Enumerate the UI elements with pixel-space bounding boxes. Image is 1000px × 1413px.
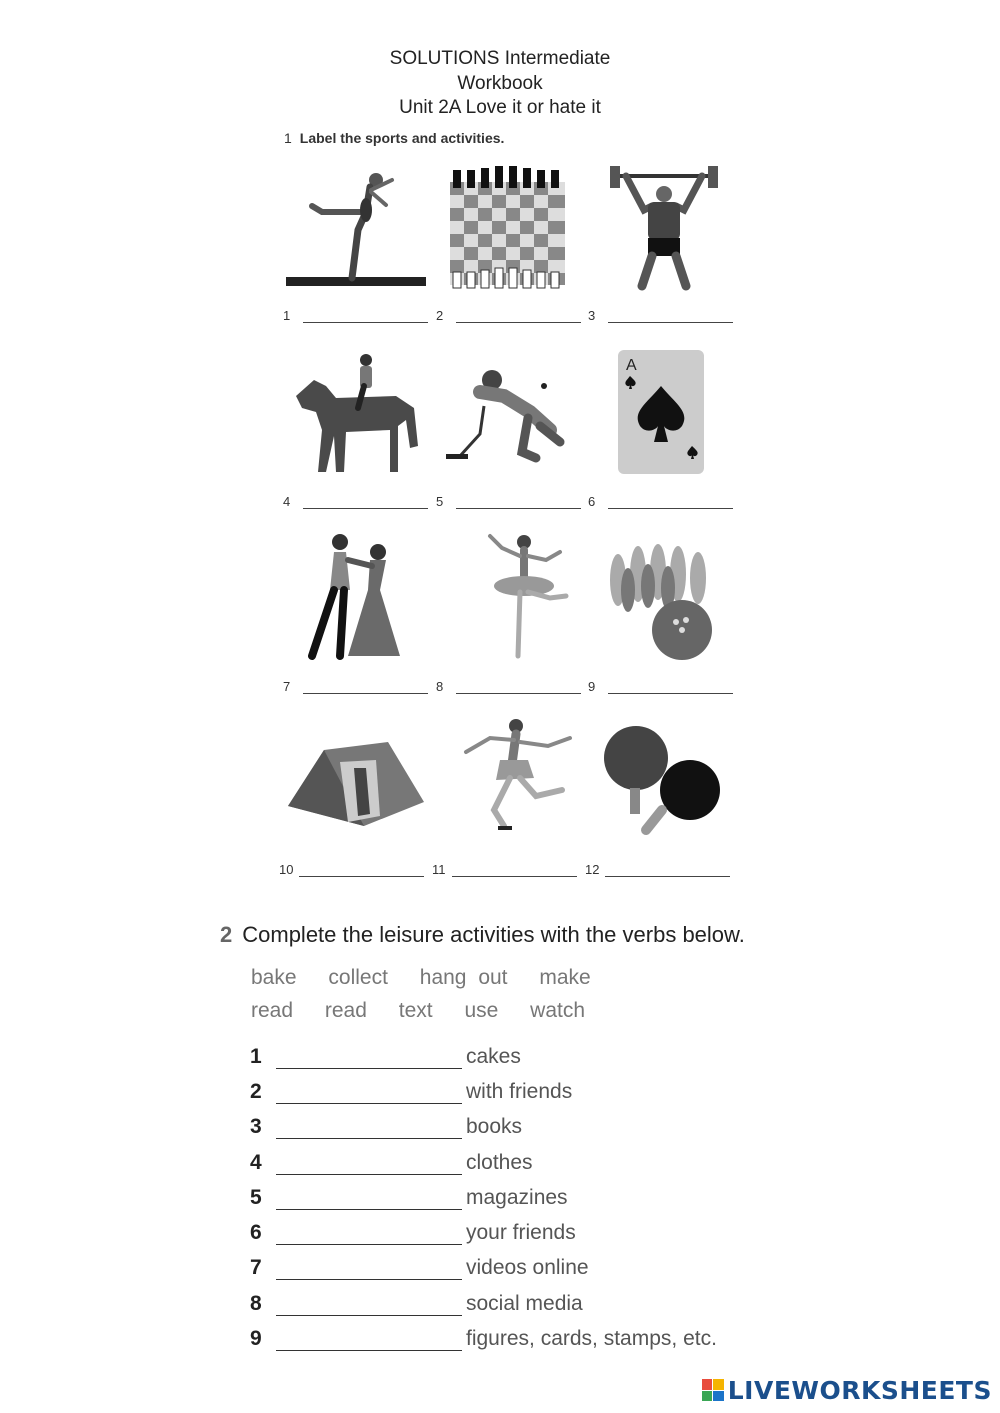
- ex2-item-text: cakes: [466, 1045, 521, 1068]
- ex1-answer-number: 4: [283, 494, 291, 509]
- ex1-answer-5: [436, 489, 581, 509]
- ex1-answer-8: [436, 674, 581, 694]
- gymnastics-icon: [282, 160, 432, 295]
- ex1-answer-7: [283, 674, 428, 694]
- ex1-answer-number: 2: [436, 308, 444, 323]
- ex1-answer-10: [279, 857, 424, 877]
- word-bank-word: collect: [328, 966, 388, 989]
- header-line-2: Workbook: [457, 72, 543, 94]
- exercise-1-title: [284, 130, 504, 146]
- ex2-item-text: your friends: [466, 1221, 576, 1244]
- ballroom-dancing-icon: [290, 530, 440, 665]
- ex1-answer-6: [588, 489, 733, 509]
- ex2-item-3: [250, 1111, 522, 1139]
- exercise-2-instruction: Complete the leisure activities with the verbs below.: [242, 922, 745, 947]
- ex1-answer-2: [436, 303, 581, 323]
- word-bank-row-1: [251, 966, 611, 990]
- word-bank-word: bake: [251, 966, 297, 989]
- ex1-answer-blank[interactable]: [608, 490, 733, 509]
- liveworksheets-logo[interactable]: [702, 1375, 992, 1405]
- exercise-2-title: [220, 922, 745, 948]
- ex2-answer-blank[interactable]: [276, 1224, 462, 1245]
- ex2-item-4: [250, 1147, 533, 1175]
- bowling-icon: [600, 530, 750, 665]
- ex1-answer-blank[interactable]: [456, 490, 581, 509]
- ex2-item-2: [250, 1076, 572, 1104]
- ex1-answer-12: [585, 857, 730, 877]
- ex2-answer-blank[interactable]: [276, 1330, 462, 1351]
- ex2-item-text: books: [466, 1115, 523, 1138]
- ex1-answer-blank[interactable]: [608, 675, 733, 694]
- header-line-1: SOLUTIONS Intermediate: [389, 48, 611, 69]
- ex2-item-6: [250, 1217, 576, 1245]
- ballet-icon: [446, 530, 596, 665]
- ex2-item-9: [250, 1323, 717, 1351]
- ex2-answer-blank[interactable]: [276, 1083, 462, 1104]
- ex1-answer-blank[interactable]: [303, 490, 428, 509]
- ex1-answer-number: 3: [588, 308, 596, 323]
- ex2-answer-blank[interactable]: [276, 1048, 462, 1069]
- ex2-item-text: figures, cards, stamps, etc.: [466, 1327, 717, 1350]
- word-bank-word: make: [539, 966, 591, 989]
- exercise-2-number: 2: [220, 922, 233, 947]
- logo-text: LIVEWORKSHEETS: [727, 1375, 992, 1405]
- ex1-answer-blank[interactable]: [456, 304, 581, 323]
- ex1-answer-3: [588, 303, 733, 323]
- ex1-answer-blank[interactable]: [605, 858, 730, 877]
- ex2-item-number: 8: [250, 1292, 262, 1315]
- ex2-item-text: clothes: [466, 1151, 533, 1174]
- word-bank-word: text: [398, 999, 433, 1022]
- ex1-answer-number: 5: [436, 494, 444, 509]
- ex1-answer-number: 7: [283, 679, 291, 694]
- ex1-answer-number: 8: [436, 679, 444, 694]
- ex1-answer-blank[interactable]: [452, 858, 577, 877]
- exercise-1-instruction: Label the sports and activities.: [299, 130, 505, 146]
- ex1-answer-blank[interactable]: [303, 675, 428, 694]
- ex1-answer-number: 11: [432, 862, 446, 877]
- ex1-answer-number: 6: [588, 494, 596, 509]
- ex1-answer-4: [283, 489, 428, 509]
- ex2-answer-blank[interactable]: [276, 1295, 462, 1316]
- ex2-item-7: [250, 1252, 589, 1280]
- ex1-answer-9: [588, 674, 733, 694]
- word-bank-word: read: [251, 999, 294, 1022]
- header-line-3: Unit 2A Love it or hate it: [399, 97, 601, 118]
- ex1-answer-number: 10: [279, 862, 294, 877]
- ex2-answer-blank[interactable]: [276, 1118, 462, 1139]
- card-letter-top: A: [626, 357, 637, 374]
- camping-tent-icon: [284, 718, 434, 853]
- ex2-item-text: magazines: [466, 1186, 568, 1209]
- ex2-answer-blank[interactable]: [276, 1154, 462, 1175]
- ex2-answer-blank[interactable]: [276, 1259, 462, 1280]
- word-bank-row-2: [251, 999, 605, 1023]
- logo-badge-icon: [702, 1379, 724, 1401]
- ex2-item-1: [250, 1041, 521, 1069]
- ex1-answer-number: 1: [283, 308, 291, 323]
- ex2-item-number: 6: [250, 1221, 262, 1244]
- ex1-answer-number: 12: [585, 862, 600, 877]
- ex2-item-number: 3: [250, 1115, 262, 1138]
- horse-riding-icon: [286, 346, 436, 481]
- ice-skating-icon: [440, 712, 590, 847]
- worksheet-header: [0, 47, 1000, 121]
- word-bank-word: hang out: [419, 966, 508, 989]
- ex1-answer-number: 9: [588, 679, 596, 694]
- ex1-answer-blank[interactable]: [608, 304, 733, 323]
- weightlifting-icon: [596, 160, 746, 295]
- ex2-item-number: 1: [250, 1045, 262, 1068]
- ice-hockey-icon: [440, 346, 590, 481]
- chess-icon: [440, 160, 590, 295]
- ex2-item-5: [250, 1182, 568, 1210]
- table-tennis-icon: [598, 718, 748, 853]
- ex2-item-number: 5: [250, 1186, 262, 1209]
- ex2-item-text: social media: [466, 1292, 583, 1315]
- ex1-answer-blank[interactable]: [299, 858, 424, 877]
- ex1-answer-11: [432, 857, 577, 877]
- ex2-item-text: with friends: [466, 1080, 573, 1103]
- ex1-answer-blank[interactable]: [456, 675, 581, 694]
- ex2-item-text: videos online: [466, 1256, 589, 1279]
- playing-card-icon: [596, 346, 746, 481]
- word-bank-word: read: [324, 999, 367, 1022]
- ex2-item-8: [250, 1288, 583, 1316]
- ex2-item-number: 2: [250, 1080, 262, 1103]
- word-bank-word: watch: [530, 999, 586, 1022]
- ex2-item-number: 9: [250, 1327, 262, 1350]
- ex2-item-number: 7: [250, 1256, 262, 1279]
- exercise-1-number: 1: [284, 130, 292, 146]
- ex1-answer-1: [283, 303, 428, 323]
- ex2-answer-blank[interactable]: [276, 1189, 462, 1210]
- ex1-answer-blank[interactable]: [303, 304, 428, 323]
- ex2-item-number: 4: [250, 1151, 262, 1174]
- word-bank-word: use: [464, 999, 499, 1022]
